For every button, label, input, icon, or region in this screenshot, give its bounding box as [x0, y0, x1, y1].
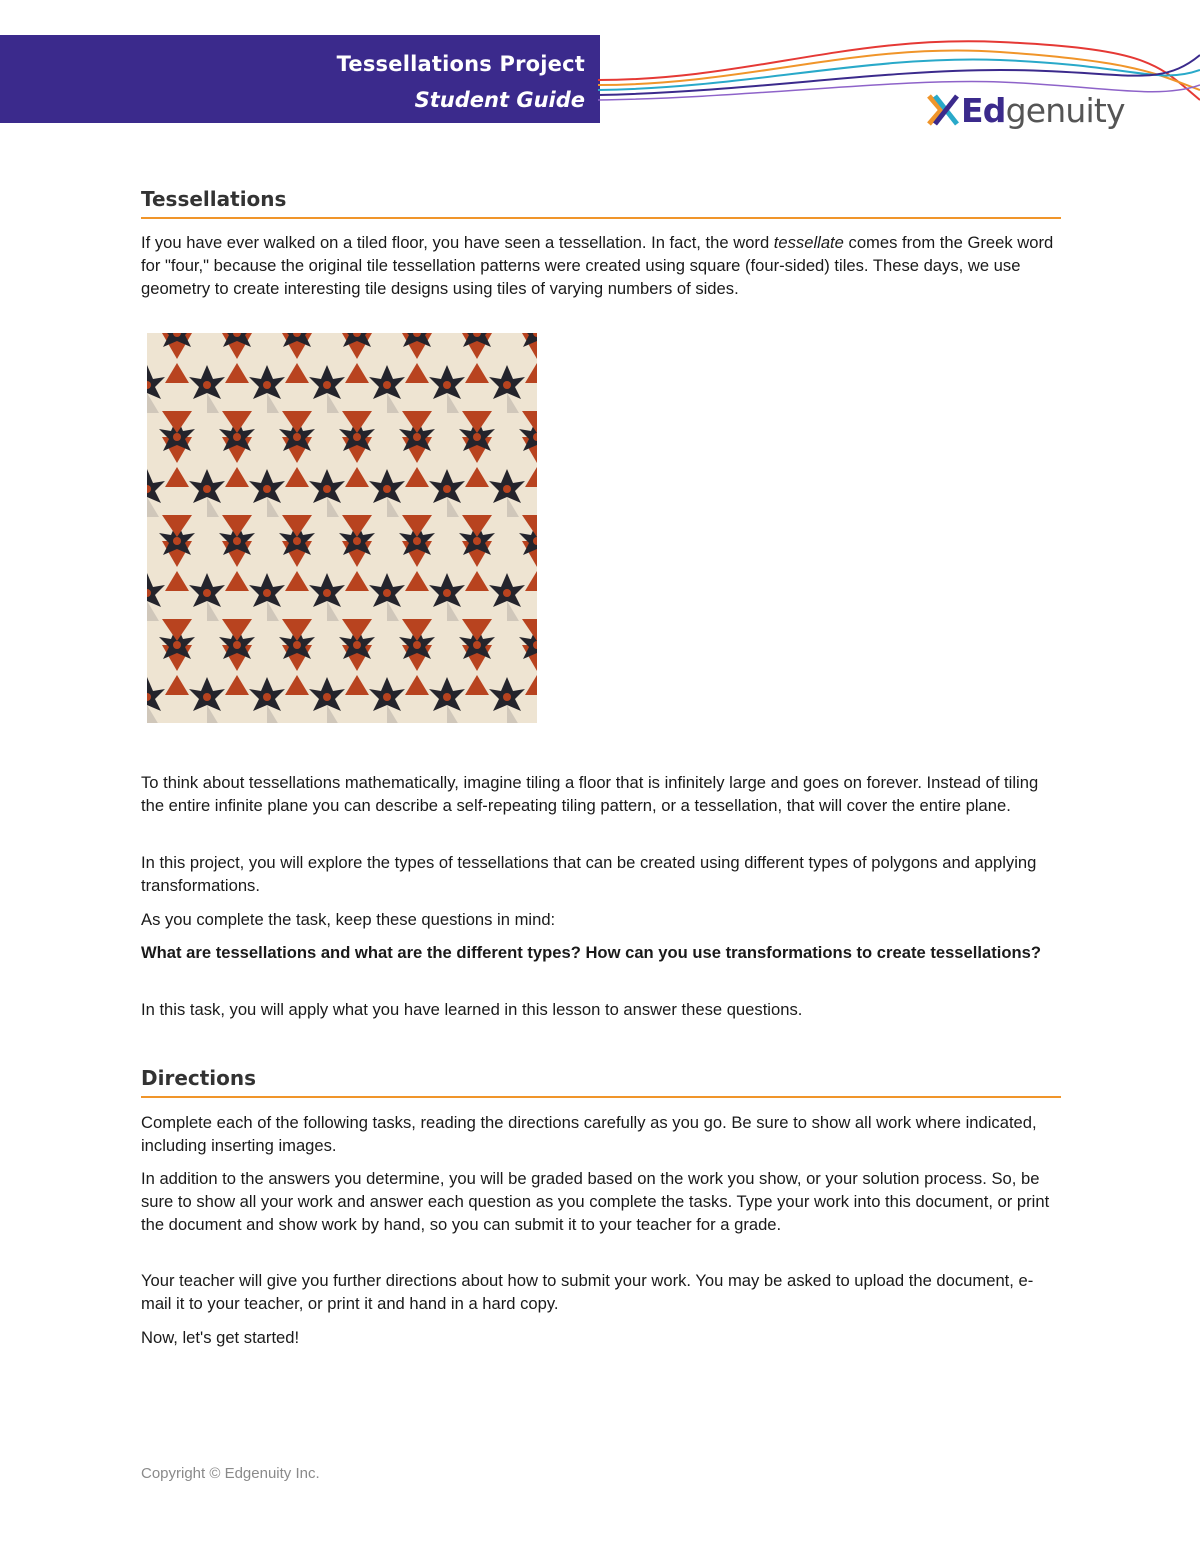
- section-heading-tessellations: Tessellations: [141, 187, 1061, 219]
- document-subtitle: Student Guide: [414, 88, 585, 112]
- edgenuity-wordmark: Edgenuity: [961, 90, 1125, 130]
- directions-paragraph-3: Your teacher will give you further directions about how to submit your work. You may be asked to upload the document, e-mail it to your teacher, or print it and hand in a hard copy.: [141, 1271, 1034, 1313]
- header-banner: [0, 35, 600, 123]
- intro-paragraph: If you have ever walked on a tiled floor, you have seen a tessellation. In fact, the word tessellate comes from the Greek word for "four," because the original tile tessellation patterns were created using square (four-sided) tiles. These days, we use geometry to create interesting tile designs using tiles of varying numbers of sides.: [141, 233, 1054, 298]
- section-heading-directions: Directions: [141, 1066, 1061, 1098]
- directions-paragraph-1: Complete each of the following tasks, reading the directions carefully as you go. Be sure to show all work where indicated, including inserting images.: [141, 1113, 1037, 1155]
- guiding-questions: What are tessellations and what are the different types? How can you use transformations to create tessellations?: [141, 943, 1041, 962]
- paragraph-task-apply: In this task, you will apply what you have learned in this lesson to answer these questions.: [141, 1000, 803, 1019]
- edgenuity-logo: [925, 88, 1125, 132]
- term-tessellate: tessellate: [773, 233, 844, 252]
- tessellation-image: [147, 333, 537, 723]
- paragraph-questions-intro: As you complete the task, keep these questions in mind:: [141, 910, 556, 929]
- directions-paragraph-2: In addition to the answers you determine, you will be graded based on the work you show, or your solution process. So, be sure to show all your work and answer each question as you complete the tasks. Type your work into this document, or print the document and show work by hand, so you can submit it to your teacher for a grade.: [141, 1169, 1050, 1234]
- paragraph-project-overview: In this project, you will explore the types of tessellations that can be created using different types of polygons and applying transformations.: [141, 853, 1037, 895]
- directions-paragraph-4: Now, let's get started!: [141, 1328, 300, 1347]
- paragraph-infinite-plane: To think about tessellations mathematically, imagine tiling a floor that is infinitely large and goes on forever. Instead of tiling the entire infinite plane you can describe a self-repeating tiling pattern, or a tessellation, that will cover the entire plane.: [141, 773, 1039, 815]
- document-title: Tessellations Project: [336, 52, 585, 76]
- edgenuity-x-icon: [925, 92, 961, 128]
- copyright-footer: Copyright © Edgenuity Inc.: [141, 1465, 320, 1482]
